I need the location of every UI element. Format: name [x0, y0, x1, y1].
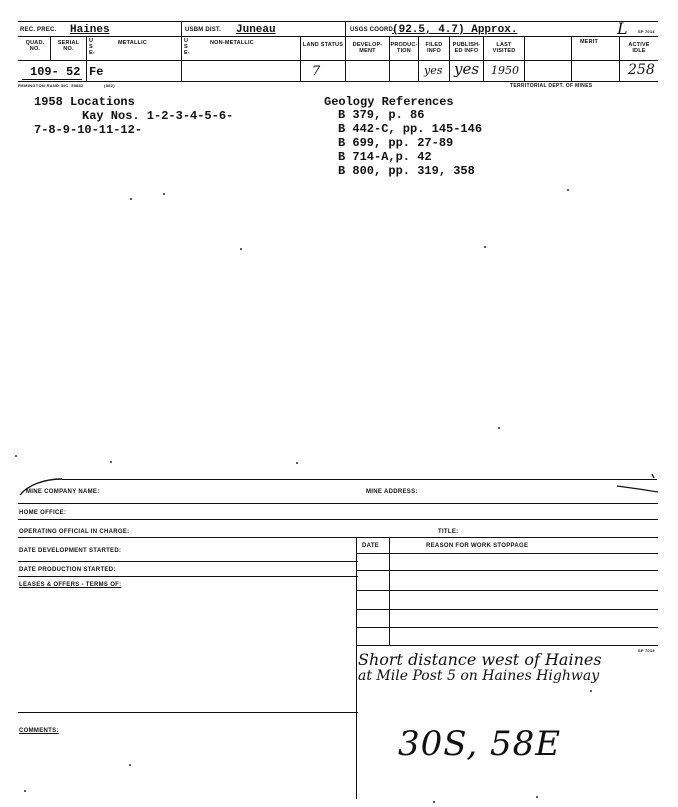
geology-ref: B 800, pp. 319, 358	[338, 164, 475, 178]
territorial-dept-label: TERRITORIAL DEPT. OF MINES	[510, 83, 593, 89]
nonmetallic-use-letters: U S E-	[184, 38, 190, 56]
home-office-label: HOME OFFICE:	[19, 510, 67, 516]
geology-ref: B 699, pp. 27-89	[338, 136, 454, 150]
metallic-value: Fe	[89, 65, 104, 79]
usgs-coord-value: (92.5, 4.7) Approx.	[392, 24, 518, 36]
date-column-label: DATE	[362, 543, 380, 549]
date-production-started-label: DATE PRODUCTION STARTED:	[19, 567, 116, 573]
operating-official-label: OPERATING OFFICIAL IN CHARGE:	[19, 529, 130, 535]
form-number-bottom: SP 7015	[638, 648, 655, 653]
quad-serial-value: 109- 52	[30, 65, 81, 79]
col-production: PRODUC- TION	[390, 42, 418, 54]
handwritten-location-note-2: at Mile Post 5 on Haines Highway	[358, 668, 600, 684]
locations-line-2: 7-8-9-10-11-12-	[34, 123, 143, 137]
geology-ref: B 442-C, pp. 145-146	[338, 122, 483, 136]
leases-offers-label: LEASES & OFFERS - TERMS OF:	[19, 582, 122, 588]
title-label: TITLE:	[438, 529, 459, 535]
corner-mark: L	[617, 19, 628, 38]
printer-code-2: (882)	[104, 83, 115, 88]
published-info-value: yes	[454, 60, 480, 78]
usbm-dist-label: USBM DIST.	[185, 27, 222, 33]
geology-ref: B 714-A,p. 42	[338, 150, 432, 164]
geology-references	[338, 108, 482, 178]
mine-address-label: MINE ADDRESS:	[366, 489, 418, 495]
col-land-status: LAND STATUS	[302, 42, 344, 48]
usgs-coord-label: USGS COORD.	[350, 27, 395, 33]
metallic-use-letters: U S E-	[89, 38, 95, 56]
geology-ref: B 379, p. 86	[338, 108, 425, 122]
col-development: DEVELOP- MENT	[352, 42, 383, 54]
printer-mark: REMINGTON RAND INC. 50	[18, 83, 77, 88]
handwritten-location-note-1: Short distance west of Haines	[358, 650, 602, 669]
land-status-value: 7	[312, 64, 321, 79]
active-idle-value: 258	[628, 62, 655, 78]
mine-company-name-label: MINE COMPANY NAME:	[26, 489, 100, 495]
rec-prec-label: REC. PREC.	[20, 27, 57, 33]
col-serial-no: SERIAL NO.	[57, 40, 80, 52]
last-visited-value: 1950	[491, 64, 519, 77]
date-development-started-label: DATE DEVELOPMENT STARTED:	[19, 548, 122, 554]
col-merit: MERIT	[580, 39, 599, 45]
geology-title: Geology References	[324, 95, 454, 109]
printer-code: 882	[76, 83, 84, 88]
rec-prec-value: Haines	[70, 24, 110, 36]
reason-work-stoppage-label: REASON FOR WORK STOPPAGE	[426, 543, 529, 549]
col-published-info: PUBLISH- ED INFO	[452, 42, 481, 54]
handwritten-township-range: 30S, 58E	[398, 724, 562, 764]
col-filed-info: FILED INFO	[425, 42, 443, 54]
form-number-top: SP 7014	[638, 29, 655, 34]
col-active-idle: ACTIVE IDLE	[628, 42, 650, 54]
col-non-metallic: NON-METALLIC	[210, 40, 254, 46]
col-quad-no: QUAD. NO.	[25, 40, 45, 52]
col-metallic: METALLIC	[118, 40, 147, 46]
comments-label: COMMENTS:	[19, 728, 59, 734]
filed-info-value: yes	[424, 64, 443, 77]
col-last-visited: LAST VISITED	[492, 42, 516, 54]
locations-line-1: Kay Nos. 1-2-3-4-5-6-	[82, 109, 234, 123]
locations-title: 1958 Locations	[34, 95, 135, 109]
usbm-dist-value: Juneau	[236, 24, 276, 36]
